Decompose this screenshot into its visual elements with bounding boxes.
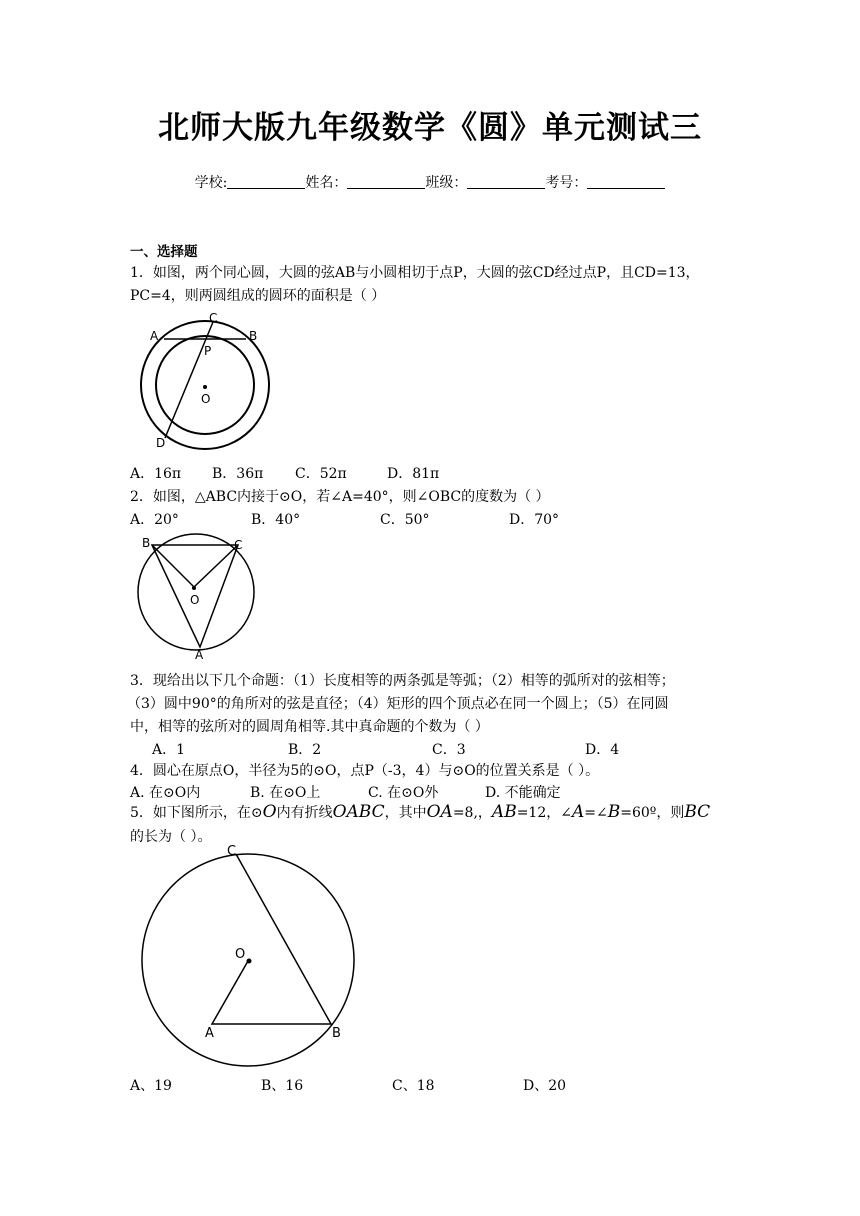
exam-no-blank[interactable]	[587, 174, 665, 189]
q5-stem-line2: 的长为（ ）。	[130, 829, 212, 845]
q5-option-a[interactable]: A、19	[130, 1078, 172, 1094]
q5-text-2: 内有折线	[276, 805, 333, 821]
page-title: 北师大版九年级数学《圆》单元测试三	[158, 110, 702, 146]
q5-text-1: 5．如下图所示，在⊙	[130, 805, 263, 821]
q3-stem-line1: 3．现给出以下几个命题：（1）长度相等的两条弧是等弧；（2）相等的弧所对的弦相等；	[130, 673, 675, 689]
section-heading: 一、选择题	[130, 244, 198, 260]
q2-label-a: A	[195, 648, 204, 662]
q1-center-dot	[203, 385, 207, 389]
q5-label-b: B	[332, 1026, 341, 1041]
q3-options	[152, 739, 619, 759]
q5-var-b: B	[607, 802, 621, 822]
q4-stem: 4．圆心在原点O，半径为5的⊙O，点P（-3，4）与⊙O的位置关系是（ ）。	[130, 763, 600, 779]
q4-option-b[interactable]: B. 在⊙O上	[250, 785, 321, 801]
class-blank[interactable]	[467, 174, 545, 189]
q5-label-a: A	[205, 1026, 214, 1041]
exam-no-label: 考号：	[545, 175, 588, 191]
q1-label-a: A	[150, 329, 159, 343]
q5-option-d[interactable]: D、20	[523, 1078, 567, 1094]
school-label: 学校:	[194, 175, 228, 191]
q3-option-b[interactable]: B．2	[288, 742, 322, 758]
q1-label-p: P	[204, 344, 212, 358]
q1-label-c: C	[209, 311, 218, 325]
q2-inscribed-triangle-figure	[130, 532, 265, 664]
q1-label-d: D	[156, 436, 166, 450]
q3-option-c[interactable]: C．3	[432, 742, 466, 758]
q5-option-c[interactable]: C、18	[392, 1078, 435, 1094]
q1-label-b: B	[249, 329, 258, 343]
q5-stem-line1	[130, 802, 710, 822]
q2-option-c[interactable]: C．50°	[380, 512, 430, 528]
q1-option-a[interactable]: A．16π	[130, 466, 182, 482]
q2-label-o: O	[190, 593, 200, 607]
q5-text-3: ，其中	[384, 805, 427, 821]
q4-option-d[interactable]: D. 不能确定	[485, 785, 561, 801]
q5-center-dot	[247, 959, 252, 964]
q5-var-bc: BC	[684, 802, 711, 822]
q2-label-b: B	[142, 536, 151, 550]
q1-option-b[interactable]: B．36π	[212, 466, 264, 482]
q4-options	[130, 782, 561, 802]
q5-label-c: C	[227, 844, 237, 859]
student-info-line	[0, 172, 860, 192]
q5-polyline-oabc	[212, 854, 331, 1024]
q5-text-6: =∠	[584, 805, 608, 821]
q3-option-a[interactable]: A．1	[152, 742, 186, 758]
q5-var-ab: AB	[491, 802, 517, 822]
q1-option-d[interactable]: D．81π	[387, 466, 440, 482]
q5-text-7: =60º，则	[620, 805, 685, 821]
q3-stem-line2: （3）圆中90°的角所对的弦是直径；（4）矩形的四个顶点必在同一个圆上；（5）在同圆	[127, 696, 669, 712]
q5-options	[130, 1075, 566, 1095]
q2-option-b[interactable]: B．40°	[251, 512, 301, 528]
q2-center-dot	[192, 586, 196, 590]
q1-stem-line2: PC=4，则两圆组成的圆环的面积是（ ）	[130, 288, 386, 304]
name-label: 姓名：	[305, 175, 348, 191]
q1-option-c[interactable]: C．52π	[295, 466, 347, 482]
class-label: 班级：	[425, 175, 468, 191]
q5-polyline-circle-figure	[138, 840, 363, 1072]
q4-option-c[interactable]: C. 在⊙O外	[368, 785, 439, 801]
q2-label-c: C	[234, 538, 243, 552]
q3-option-d[interactable]: D．4	[585, 742, 620, 758]
q1-options	[130, 463, 439, 483]
q1-concentric-circles-figure	[128, 308, 278, 456]
q2-segment-ob	[152, 545, 194, 587]
q5-var-oa: OA	[426, 802, 453, 822]
q2-segment-oc	[194, 545, 238, 587]
q5-var-a: A	[571, 802, 585, 822]
q5-option-b[interactable]: B、16	[261, 1078, 304, 1094]
q1-stem-line1: 1．如图，两个同心圆，大圆的弦AB与小圆相切于点P，大圆的弦CD经过点P，且CD=13，	[130, 265, 700, 281]
name-blank[interactable]	[347, 174, 425, 189]
q2-options	[130, 509, 559, 529]
q3-stem-line3: 中，相等的弦所对的圆周角相等.其中真命题的个数为（ ）	[130, 719, 489, 735]
q2-option-d[interactable]: D．70°	[509, 512, 560, 528]
q2-stem: 2．如图，△ABC内接于⊙O，若∠A=40°，则∠OBC的度数为（ ）	[130, 489, 550, 505]
school-blank[interactable]	[227, 174, 305, 189]
q4-option-a[interactable]: A. 在⊙O内	[130, 785, 201, 801]
q5-var-o: O	[262, 802, 277, 822]
q1-label-o: O	[201, 392, 211, 406]
q5-text-5: =12，∠	[516, 805, 572, 821]
q2-option-a[interactable]: A．20°	[130, 512, 179, 528]
q5-label-o: O	[235, 947, 246, 962]
q5-var-oabc: OABC	[332, 802, 385, 822]
q5-text-4: =8,，	[452, 805, 492, 821]
